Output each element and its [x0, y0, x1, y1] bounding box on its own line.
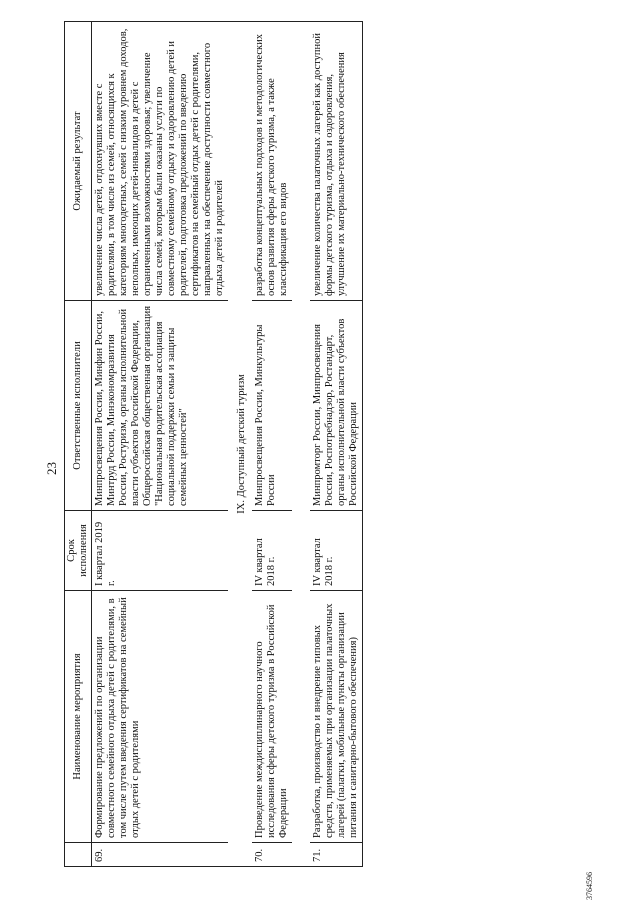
activity-name: Формирование предложений по организации совместного семейного отдыха детей с родителями, в том числе путем введения сертификатов на семейный отдых детей с родителями [92, 591, 229, 843]
header-executors: Ответственные исполнители [65, 301, 92, 511]
row-number: 71. [310, 843, 363, 867]
table-header-row [65, 22, 92, 867]
expected-result: разработка концептуальных подходов и методологических основ развития сферы детского туризма, а также классификация его видов [252, 22, 292, 301]
section-title: IX. Доступный детский туризм [228, 22, 252, 867]
table-row [310, 22, 363, 867]
executors: Минпромторг России, Минпросвещения России, Роспотребнадзор, Ростандарт, органы исполнительной власти субъектов Российской Федерации [310, 301, 363, 511]
header-result: Ожидаемый результат [65, 22, 92, 301]
executors: Минпросвещения России, Минкультуры России [252, 301, 292, 511]
row-number: 70. [252, 843, 292, 867]
header-deadline: Срок исполнения [65, 511, 92, 591]
activity-name: Разработка, производство и внедрение типовых средств, применяемых при организации палаточных лагерей (палатки, мобильные пункты организации питания и санитарно-бытового обеспечения) [310, 591, 363, 843]
expected-result: увеличение количества палаточных лагерей как доступной формы детского туризма, отдыха и оздоровления, улучшение их материально-технического обеспечения [310, 22, 363, 301]
section-header-row [228, 22, 252, 867]
deadline: IV квартал 2018 г. [310, 511, 363, 591]
page-number: 23 [44, 462, 59, 475]
table-row [252, 22, 292, 867]
header-name: Наименование мероприятия [65, 591, 92, 843]
plan-table [64, 21, 363, 867]
executors: Минпросвещения России, Минфин России, Минтруд России, Минэкономразвития России, Ростуризм, органы исполнительной власти субъектов Российской Федерации, Общероссийская общественная организация "Национальная родительская ассоциация социальной поддержки семьи и защиты семейных ценностей" [92, 301, 229, 511]
deadline: I квартал 2019 г. [92, 511, 229, 591]
table-row [92, 22, 229, 867]
activity-name: Проведение междисциплинарного научного исследования сферы детского туризма в Российской Федерации [252, 591, 292, 843]
deadline: IV квартал 2018 г. [252, 511, 292, 591]
row-number: 69. [92, 843, 229, 867]
expected-result: увеличение числа детей, отдохнувших вместе с родителями, в том числе из семей, относящихся к категориям многодетных, семей с низким уровнем доходов, неполных, имеющих детей-инвалидов и детей с ограниченными возможностями здоровья; увеличение числа семей, которым были оказаны услуги по совместному семейному отдыху и оздоровлению детей и родителей, подготовка предложений по введению сертификатов на семейный отдых детей с родителями, направленных на обеспечение доступности совместного отдыха детей и родителей [92, 22, 229, 301]
row-spacer [292, 22, 310, 867]
header-num [65, 843, 92, 867]
document-code: 3764596 [585, 872, 594, 900]
